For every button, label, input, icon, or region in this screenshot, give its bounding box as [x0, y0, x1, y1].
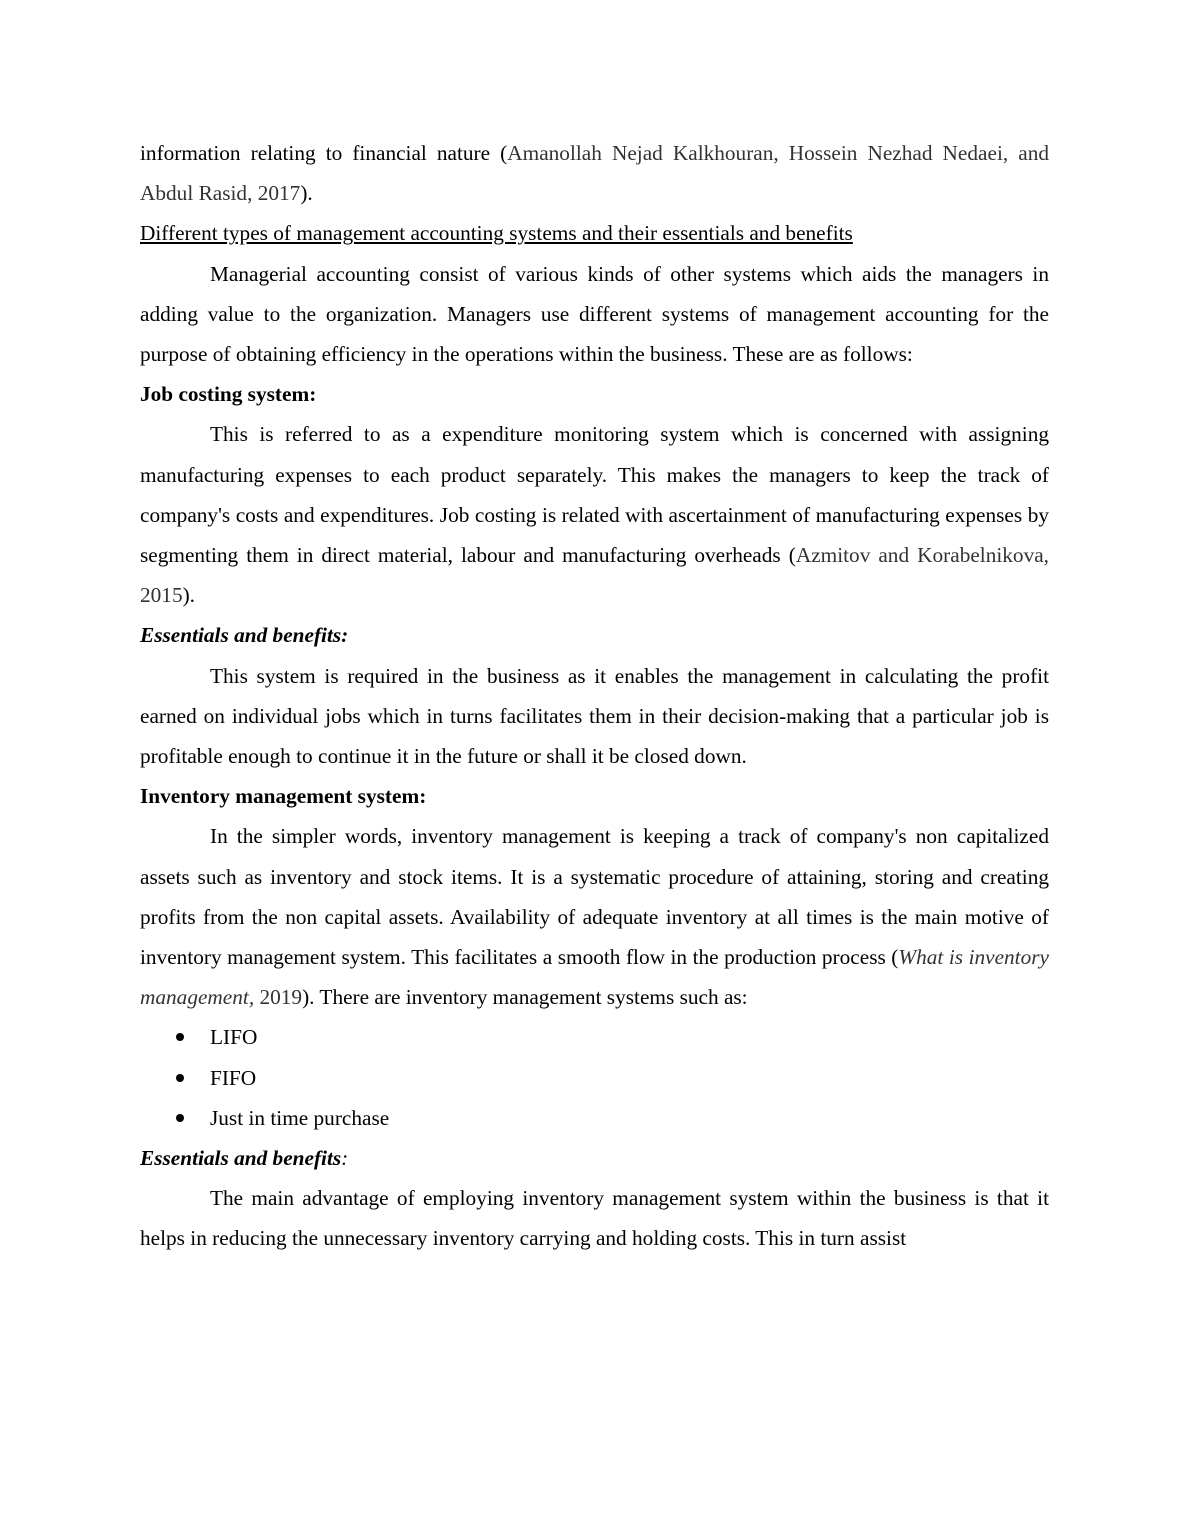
- paragraph-job-costing: [140, 414, 1049, 615]
- bullet-icon: [176, 1114, 184, 1122]
- list-item-label: Just in time purchase: [210, 1105, 390, 1130]
- bullet-icon: [176, 1033, 184, 1041]
- paragraph-financial-nature: [140, 133, 1049, 213]
- heading-colon: :: [341, 1146, 349, 1171]
- heading-essentials-benefits-2: [140, 1138, 1049, 1178]
- section-heading-types: Different types of management accounting systems and their essentials and benefits: [140, 221, 853, 246]
- list-item-label: LIFO: [210, 1025, 258, 1050]
- list-item-label: FIFO: [210, 1065, 257, 1090]
- list-item: [140, 1017, 1049, 1057]
- inventory-systems-list: [140, 1017, 1049, 1138]
- list-item: [140, 1098, 1049, 1138]
- bullet-icon: [176, 1074, 184, 1082]
- paragraph-end: ). There are inventory management systems such as:: [302, 985, 748, 1010]
- document-page: [140, 133, 1049, 1259]
- citation-italic: What is inventory management,: [140, 945, 1049, 1010]
- citation-year: 2019: [254, 985, 303, 1010]
- citation: Amanollah Nejad Kalkhouran, Hossein Nezhad Nedaei, and Abdul Rasid, 2017: [140, 141, 1049, 206]
- paragraph-text: This is referred to as a expenditure monitoring system which is concerned with assigning manufacturing expenses to each product separately. This makes the managers to keep the track of company's costs and expenditures. Job costing is related with ascertainment of manufacturing expenses by segmenting them in direct material, labour and manufacturing overheads (: [140, 422, 1049, 568]
- heading-essentials-benefits-1: Essentials and benefits:: [140, 623, 349, 648]
- paragraph-end: ).: [182, 583, 196, 608]
- paragraph-inventory-management: [140, 816, 1049, 1017]
- list-item: [140, 1058, 1049, 1098]
- paragraph-job-costing-benefits: This system is required in the business as it enables the management in calculating the profit earned on individual jobs which in turns facilitates them in their decision-making that a particular job is profitable enough to continue it in the future or shall it be closed down.: [140, 663, 1049, 769]
- paragraph-inventory-benefits: The main advantage of employing inventory management system within the business is that it helps in reducing the unnecessary inventory carrying and holding costs. This in turn assist: [140, 1186, 1049, 1251]
- paragraph-text: information relating to financial nature (: [140, 141, 508, 165]
- citation: Azmitov and Korabelnikova, 2015: [140, 543, 1049, 608]
- paragraph-managerial-accounting: Managerial accounting consist of various kinds of other systems which aids the managers in adding value to the organization. Managers use different systems of management accounting for the purpose of obtaining efficiency in the operations within the business. These are as follows:: [140, 261, 1049, 367]
- heading-job-costing: Job costing system:: [140, 382, 317, 407]
- paragraph-end: ).: [300, 181, 313, 206]
- paragraph-text: In the simpler words, inventory management is keeping a track of company's non capitalized assets such as inventory and stock items. It is a systematic procedure of attaining, storing and creating profits from the non capital assets. Availability of adequate inventory at all times is the main motive of inventory management system. This facilitates a smooth flow in the production process (: [140, 824, 1049, 970]
- heading-text: Essentials and benefits: [140, 1146, 342, 1171]
- heading-inventory-management: Inventory management system:: [140, 784, 427, 809]
